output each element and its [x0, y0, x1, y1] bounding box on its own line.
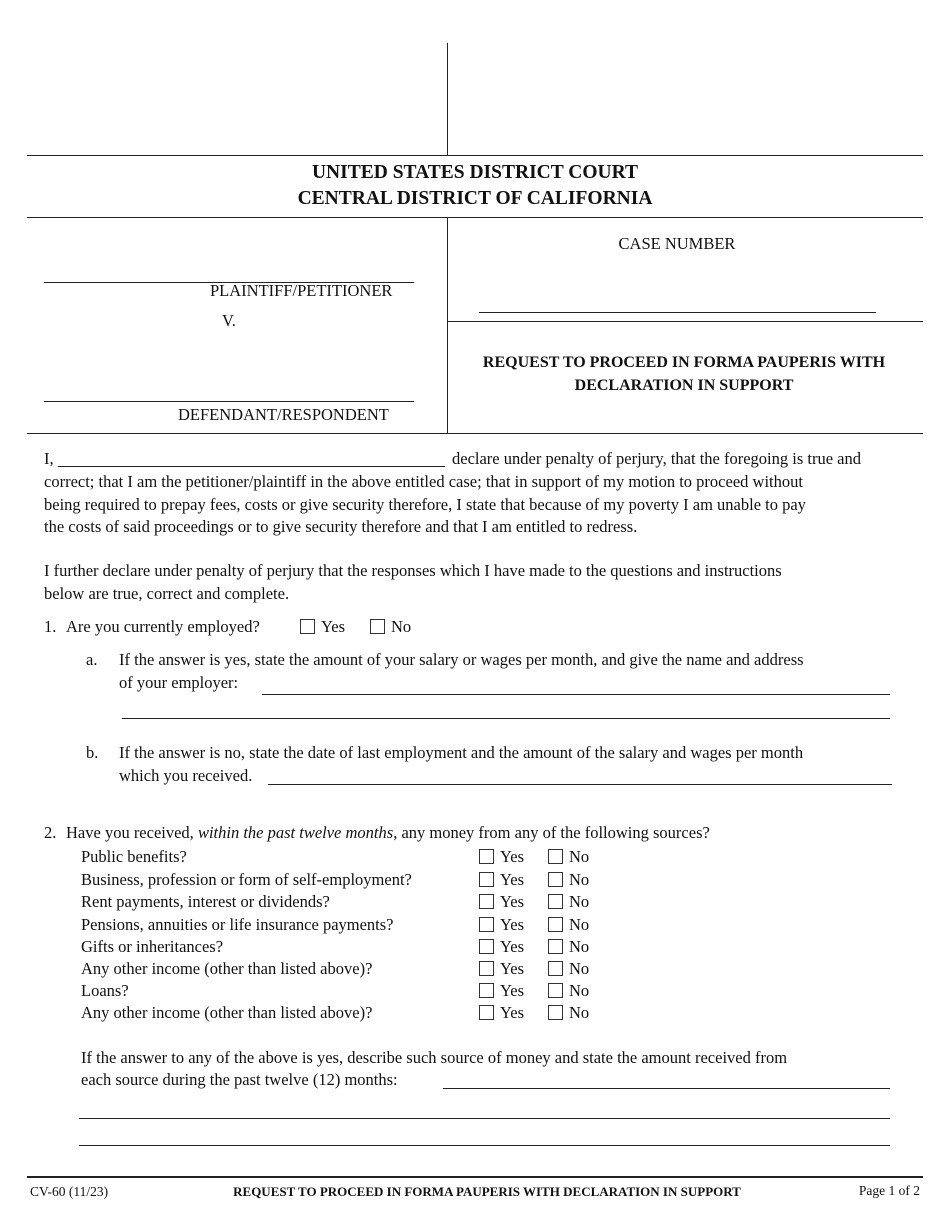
- case-number-label: CASE NUMBER: [618, 234, 736, 253]
- income-description-field-1[interactable]: [443, 1088, 890, 1089]
- income-source-yes-label: Yes: [500, 870, 525, 889]
- court-district: CENTRAL DISTRICT OF CALIFORNIA: [297, 188, 653, 209]
- income-source-no[interactable]: [548, 981, 589, 1001]
- income-source-no-checkbox[interactable]: [548, 961, 563, 976]
- income-source-yes-label: Yes: [500, 892, 525, 911]
- q1-yes-label: Yes: [321, 617, 346, 636]
- income-source-row: [81, 847, 621, 869]
- income-source-no-checkbox[interactable]: [548, 1005, 563, 1020]
- income-source-row: [81, 937, 621, 959]
- document-title-line2: DECLARATION IN SUPPORT: [574, 376, 794, 394]
- q1a-marker: a.: [86, 650, 98, 669]
- income-source-yes-checkbox[interactable]: [479, 849, 494, 864]
- income-source-yes[interactable]: [479, 937, 524, 957]
- income-source-no-label: No: [569, 959, 590, 978]
- income-source-row: [81, 1003, 621, 1025]
- income-source-yes[interactable]: [479, 892, 524, 912]
- income-source-row: [81, 959, 621, 981]
- income-source-row: [81, 870, 621, 892]
- income-source-no-label: No: [569, 1003, 590, 1022]
- income-source-yes[interactable]: [479, 915, 524, 935]
- income-source-label: Any other income (other than listed above)?: [81, 959, 373, 978]
- court-name: UNITED STATES DISTRICT COURT: [311, 162, 639, 183]
- court-header-top-rule: [27, 155, 923, 156]
- income-source-no-checkbox[interactable]: [548, 939, 563, 954]
- footer-rule: [27, 1176, 923, 1178]
- header-divider-top: [447, 43, 448, 155]
- further-declaration-line1: I further declare under penalty of perjury that the responses which I have made to the questions and instructions: [44, 561, 782, 580]
- court-header-bottom-rule: [27, 217, 923, 218]
- income-source-no-label: No: [569, 870, 590, 889]
- income-source-yes[interactable]: [479, 1003, 524, 1023]
- income-source-no-label: No: [569, 847, 590, 866]
- income-source-label: Business, profession or form of self-employment?: [81, 870, 412, 889]
- q2-question-after: , any money from any of the following sources?: [393, 823, 710, 842]
- plaintiff-label: PLAINTIFF/PETITIONER: [210, 281, 393, 300]
- q1-number: 1.: [44, 617, 57, 636]
- document-title-line1: REQUEST TO PROCEED IN FORMA PAUPERIS WITH: [482, 354, 886, 371]
- income-source-label: Any other income (other than listed above)?: [81, 1003, 373, 1022]
- income-source-label: Gifts or inheritances?: [81, 937, 224, 956]
- further-declaration: [44, 560, 922, 605]
- income-source-label: Pensions, annuities or life insurance payments?: [81, 915, 394, 934]
- q1-yes-checkbox[interactable]: [300, 619, 315, 634]
- income-source-no-checkbox[interactable]: [548, 849, 563, 864]
- income-source-yes[interactable]: [479, 847, 524, 867]
- form-code: CV-60 (11/23): [30, 1184, 109, 1199]
- case-number-field[interactable]: [479, 312, 876, 313]
- income-source-no[interactable]: [548, 937, 589, 957]
- document-title: [448, 352, 920, 397]
- income-source-no-label: No: [569, 981, 590, 1000]
- defendant-name-field[interactable]: [44, 401, 414, 402]
- income-source-yes-label: Yes: [500, 937, 525, 956]
- last-employment-field[interactable]: [268, 784, 892, 785]
- income-source-no-label: No: [569, 937, 590, 956]
- income-source-no[interactable]: [548, 870, 589, 890]
- q1-no-checkbox[interactable]: [370, 619, 385, 634]
- q1-no-label: No: [391, 617, 412, 636]
- income-source-yes-checkbox[interactable]: [479, 1005, 494, 1020]
- income-source-yes-checkbox[interactable]: [479, 917, 494, 932]
- declarant-name-field[interactable]: [58, 466, 445, 467]
- income-source-yes-checkbox[interactable]: [479, 939, 494, 954]
- income-source-yes-label: Yes: [500, 915, 525, 934]
- q2-question-before: Have you received,: [66, 823, 194, 842]
- income-source-no-label: No: [569, 892, 590, 911]
- income-source-yes[interactable]: [479, 959, 524, 979]
- income-source-row: [81, 981, 621, 1003]
- income-source-no-checkbox[interactable]: [548, 872, 563, 887]
- income-description-field-2[interactable]: [79, 1118, 890, 1119]
- declaration-line2: correct; that I am the petitioner/plaintiff in the above entitled case; that in support of my motion to proceed without: [44, 472, 803, 491]
- income-source-no[interactable]: [548, 959, 589, 979]
- income-source-yes-checkbox[interactable]: [479, 872, 494, 887]
- income-source-yes[interactable]: [479, 981, 524, 1001]
- declaration-line4: the costs of said proceedings or to give security therefore and that I am entitled to redress.: [44, 517, 638, 536]
- declaration-line1: declare under penalty of perjury, that the foregoing is true and: [452, 449, 861, 468]
- q2-question-italic: within the past twelve months: [197, 823, 394, 842]
- income-source-no-label: No: [569, 915, 590, 934]
- income-source-no[interactable]: [548, 1003, 589, 1023]
- q1a-line1: If the answer is yes, state the amount of your salary or wages per month, and give the name and address: [119, 650, 804, 669]
- income-source-yes-label: Yes: [500, 981, 525, 1000]
- q2-followup-line1: If the answer to any of the above is yes, describe such source of money and state the amount received from: [81, 1048, 788, 1067]
- employer-field-1[interactable]: [262, 694, 890, 695]
- income-source-row: [81, 892, 621, 914]
- income-source-label: Loans?: [81, 981, 129, 1000]
- income-source-label: Rent payments, interest or dividends?: [81, 892, 330, 911]
- caption-bottom-rule: [27, 433, 923, 434]
- income-source-no-checkbox[interactable]: [548, 983, 563, 998]
- income-source-yes-checkbox[interactable]: [479, 961, 494, 976]
- income-source-yes-checkbox[interactable]: [479, 894, 494, 909]
- income-source-yes-label: Yes: [500, 959, 525, 978]
- case-number-bottom-rule: [447, 321, 923, 322]
- income-source-yes[interactable]: [479, 870, 524, 890]
- defendant-label: DEFENDANT/RESPONDENT: [178, 405, 389, 424]
- income-source-yes-checkbox[interactable]: [479, 983, 494, 998]
- declaration-body: [44, 471, 922, 539]
- q1a-line2: of your employer:: [119, 673, 239, 692]
- q1-yes-option[interactable]: [300, 617, 345, 637]
- income-source-yes-label: Yes: [500, 847, 525, 866]
- q1b-marker: b.: [86, 743, 99, 762]
- income-source-yes-label: Yes: [500, 1003, 525, 1022]
- q2-question: [66, 823, 710, 843]
- income-source-label: Public benefits?: [81, 847, 187, 866]
- further-declaration-line2: below are true, correct and complete.: [44, 583, 290, 603]
- income-source-no-checkbox[interactable]: [548, 894, 563, 909]
- income-source-row: [81, 915, 621, 937]
- q2-number: 2.: [44, 823, 57, 842]
- q1b-line1: If the answer is no, state the date of last employment and the amount of the salary and wages per month: [119, 743, 804, 762]
- q1b-line2: which you received.: [119, 766, 253, 785]
- declarant-prefix: I,: [44, 449, 54, 468]
- income-source-no[interactable]: [548, 915, 589, 935]
- income-description-field-3[interactable]: [79, 1145, 890, 1146]
- page-number: Page 1 of 2: [858, 1183, 920, 1198]
- footer-title: REQUEST TO PROCEED IN FORMA PAUPERIS WITH DECLARATION IN SUPPORT: [233, 1184, 741, 1199]
- income-source-no[interactable]: [548, 892, 589, 912]
- income-source-no-checkbox[interactable]: [548, 917, 563, 932]
- q2-followup-line2: each source during the past twelve (12) months:: [81, 1070, 398, 1089]
- income-source-no[interactable]: [548, 847, 589, 867]
- q1-question: Are you currently employed?: [66, 617, 260, 636]
- versus-label: V.: [222, 311, 236, 330]
- q1-no-option[interactable]: [370, 617, 411, 637]
- declaration-line3: being required to prepay fees, costs or give security therefore, I state that because of my poverty I am unable to pay: [44, 494, 806, 514]
- employer-field-2[interactable]: [122, 718, 890, 719]
